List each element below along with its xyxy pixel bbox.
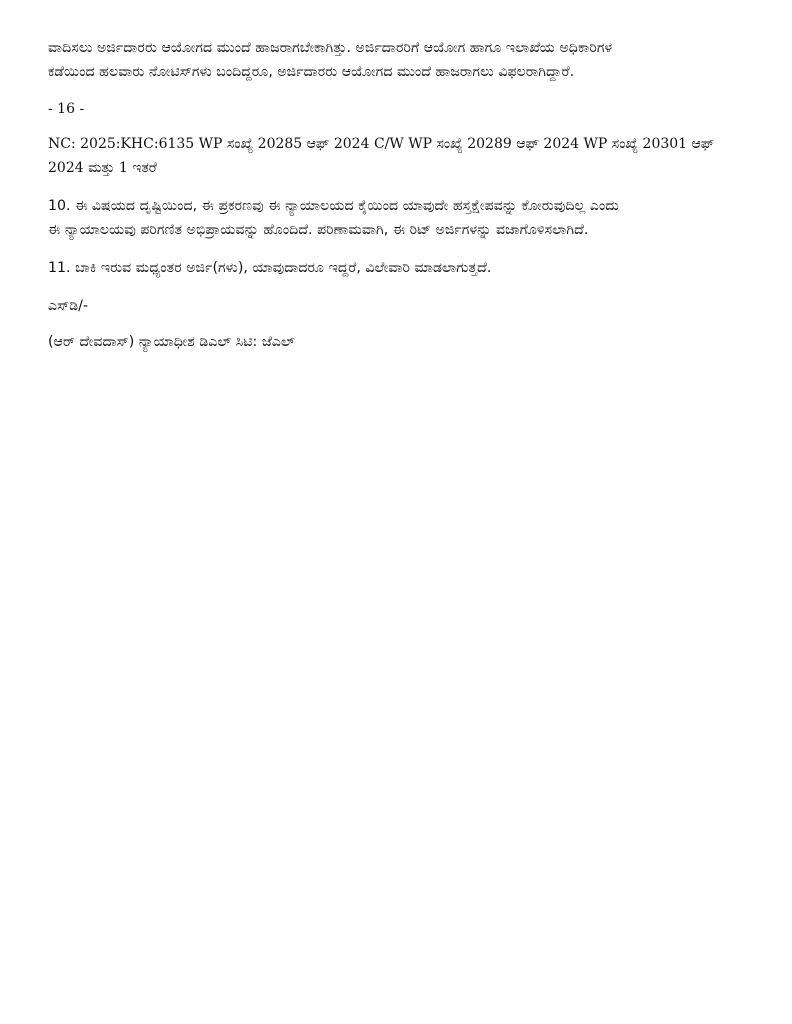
page-number: - 16 - — [48, 101, 85, 117]
neutral-citation — [48, 132, 760, 180]
paragraph-line: 10. ಈ ವಿಷಯದ ದೃಷ್ಟಿಯಿಂದ, ಈ ಪ್ರಕರಣವು ಈ ನ್ಯಾಯಾಲಯದ ಕೈಯಿಂದ ಯಾವುದೇ ಹಸ್ತಕ್ಷೇಪವನ್ನು ಕೋರುವುದಿಲ್ಲ ಎಂದು — [48, 198, 619, 214]
paragraph-continuation — [48, 36, 760, 84]
signatory-line: (ಆರ್ ದೇವದಾಸ್) ನ್ಯಾಯಾಧೀಶ ಡಿಎಲ್ ಸಿಟಿ: ಜೆಎಲ್ — [48, 334, 295, 350]
paragraph-11: 11. ಬಾಕಿ ಇರುವ ಮಧ್ಯಂತರ ಅರ್ಜಿ(ಗಳು), ಯಾವುದಾದರೂ ಇದ್ದರೆ, ವಿಲೇವಾರಿ ಮಾಡಲಾಗುತ್ತದೆ. — [48, 260, 492, 276]
signature-mark: ಎಸ್‌ಡಿ/- — [48, 298, 89, 314]
paragraph-line: ಕಡೆಯಿಂದ ಹಲವಾರು ನೋಟಿಸ್‌ಗಳು ಬಂದಿದ್ದರೂ, ಅರ್ಜಿದಾರರು ಆಯೋಗದ ಮುಂದೆ ಹಾಜರಾಗಲು ವಿಫಲರಾಗಿದ್ದಾರೆ. — [48, 64, 575, 80]
paragraph-line: ಈ ನ್ಯಾಯಾಲಯವು ಪರಿಗಣಿತ ಅಭಿಪ್ರಾಯವನ್ನು ಹೊಂದಿದೆ. ಪರಿಣಾಮವಾಗಿ, ಈ ರಿಟ್ ಅರ್ಜಿಗಳನ್ನು ವಜಾಗೊಳಿಸಲಾಗಿದೆ. — [48, 222, 589, 238]
paragraph-line: ವಾದಿಸಲು ಅರ್ಜಿದಾರರು ಆಯೋಗದ ಮುಂದೆ ಹಾಜರಾಗಬೇಕಾಗಿತ್ತು. ಅರ್ಜಿದಾರರಿಗೆ ಆಯೋಗ ಹಾಗೂ ಇಲಾಖೆಯ ಅಧಿಕಾರಿಗಳ — [48, 40, 613, 56]
citation-line: 2024 ಮತ್ತು 1 ಇತರೆ — [48, 160, 157, 176]
paragraph-10 — [48, 194, 760, 242]
document-page — [48, 36, 760, 368]
citation-line: NC: 2025:KHC:6135 WP ಸಂಖ್ಯೆ 20285 ಆಫ್ 2024 C/W WP ಸಂಖ್ಯೆ 20289 ಆಫ್ 2024 WP ಸಂಖ್ಯೆ 20301 ಆಫ್ — [48, 136, 715, 152]
